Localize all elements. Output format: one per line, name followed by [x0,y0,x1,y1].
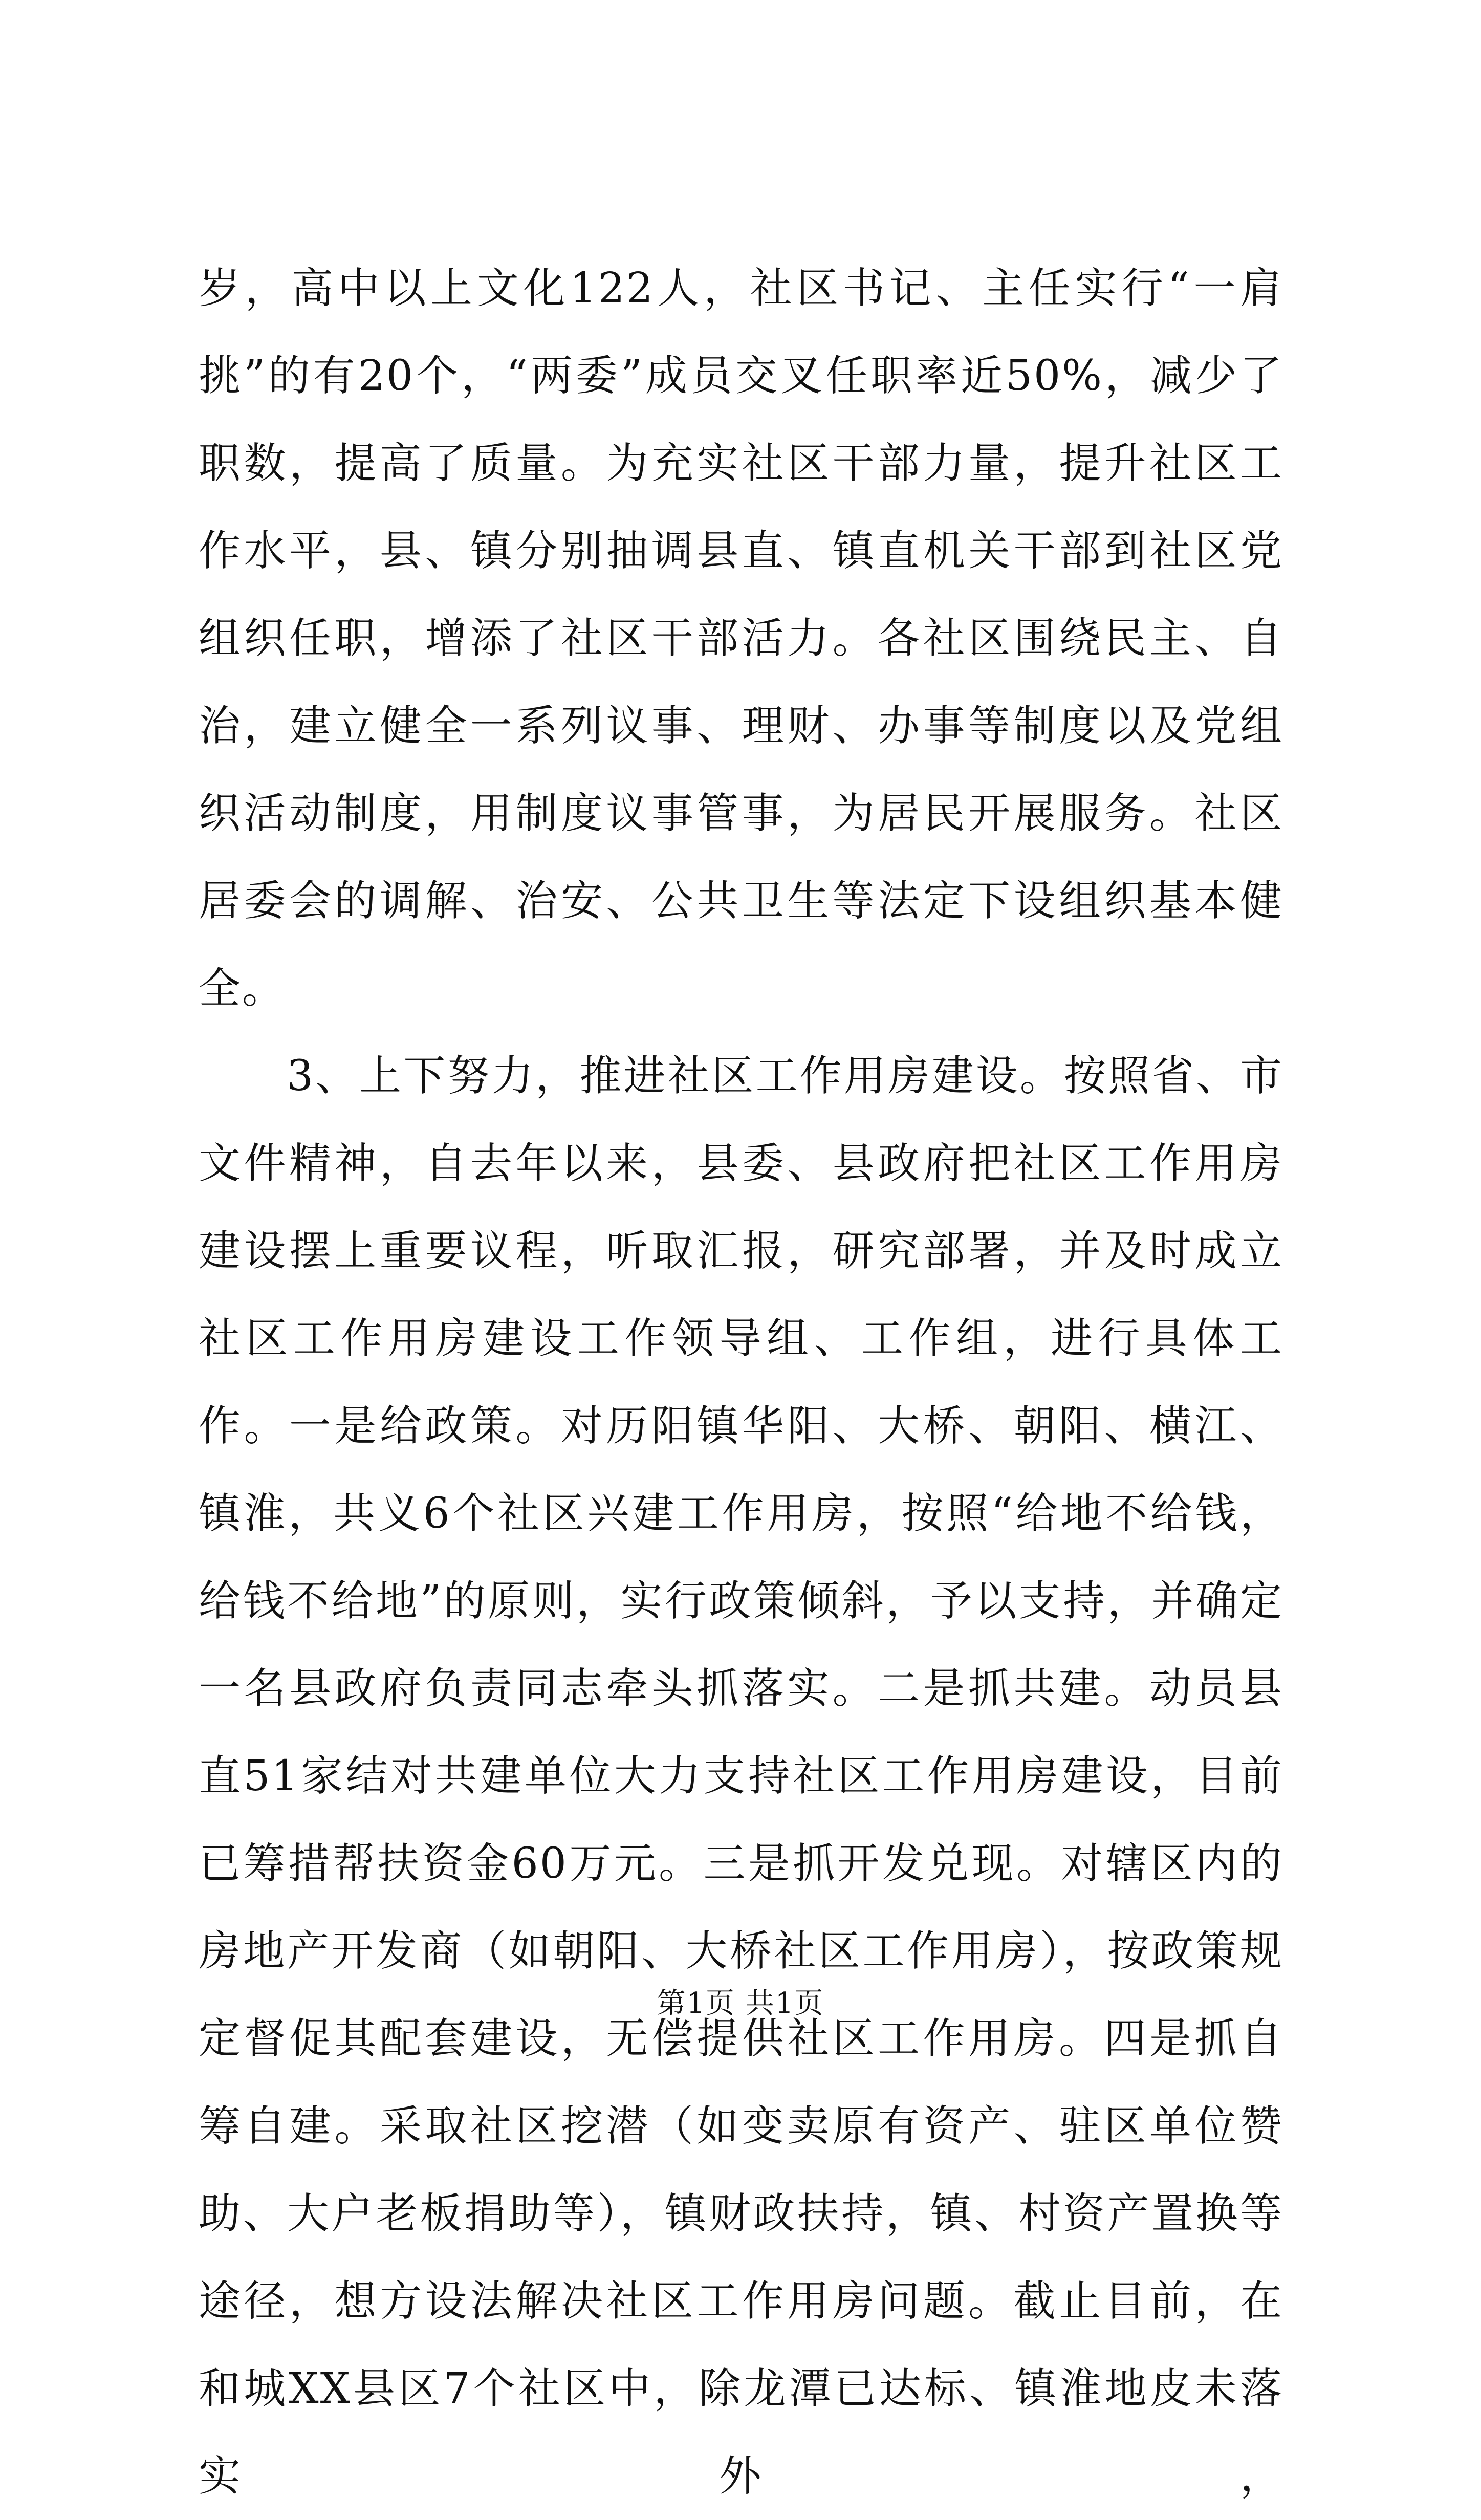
document-body [199,245,1283,2520]
paragraph-1: 岁，高中以上文化122人，社区书记、主任实行“一肩挑”的有20个，“两委”成员交叉任职率近50%，减少了职数，提高了质量。为充实社区干部力量，提升社区工作水平，县、镇分别抽调县直、镇直机关干部到社区党组织任职，增添了社区干部活力。各社区围绕民主、自治，建立健全一系列议事、理财、办事等制度以及党组织活动制度，用制度议事管事，为居民开展服务。社区居委会的调解、治安、公共卫生等法定下设组织基本健全。 [199,264,1283,1013]
paragraph-2: 3、上下努力，推进社区工作用房建设。按照省、市文件精神，自去年以来，县委、县政府把社区工作用房建设摆上重要议程，听取汇报，研究部署，并及时成立社区工作用房建设工作领导组、工作组，进行具体工作。一是给政策。对历阳镇华阳、大桥、朝阳、横江、镇淮，共义6个社区兴建工作用房，按照“给地不给钱，给钱不给地”的原则，实行政策倾斜，予以支持，并确定一名县政府负责同志牵头抓落实。二是抓共建。动员县直51家结对共建单位大力支持社区工作用房建设，目前已筹措帮扶资金60万元。三是抓开发兑现。对辖区内的房地产开发商（如朝阳、大桥社区工作用房），按政策规定督促其配套建设，无偿提供社区工作用房。四是抓自筹自建。采取社区挖潜（如变卖原有资产、驻区单位赞助、大户老板捐助等），镇财政扶持，镇、村资产置换等途径，想方设法解决社区工作用房问题。截止目前，在和城XX县区7个社区中，除龙潭已达标、镇淮地皮未落实外， [199,1052,1283,2501]
page-footer: 第1页 共1页 [657,1987,824,2020]
